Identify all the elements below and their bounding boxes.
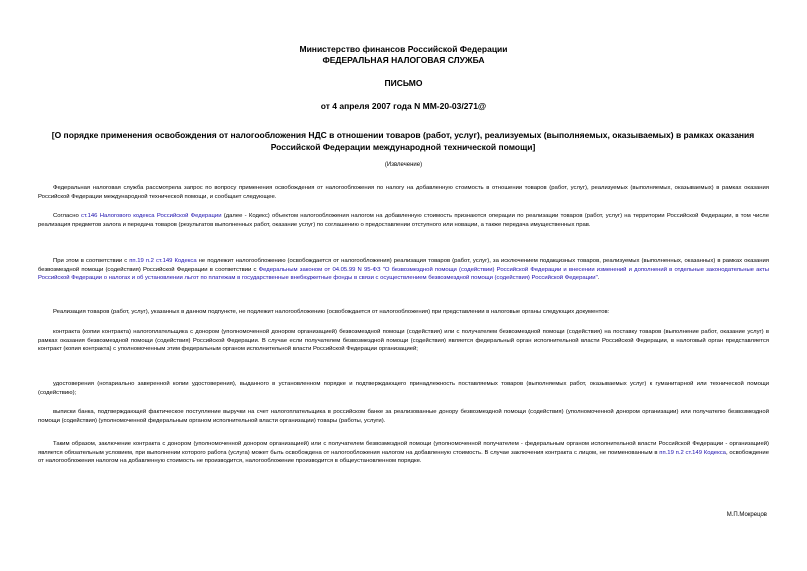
- tax-code-article-149-link-2[interactable]: пп.19 п.2 ст.149 Кодекса: [659, 449, 726, 456]
- signature: М.П.Мокрецов: [726, 512, 767, 518]
- paragraph-4: Реализация товаров (работ, услуг), указанных в данном подпункте, не подлежит налогообложению (освобождается от налогообложения) при представлении в налоговые органы следующих документов:: [53, 309, 610, 315]
- service-name: ФЕДЕРАЛЬНАЯ НАЛОГОВАЯ СЛУЖБА: [322, 55, 485, 65]
- paragraph-3: [38, 257, 769, 283]
- paragraph-5: контракта (копии контракта) налогоплательщика с донором (уполномоченной донором организацией) безвозмездной помощи (содействия) или с получателем безвозмездной помощи (содействия) на поставку товаров (выполнение работ, оказание услуг) в рамках оказания безвозмездной помощи (содействия) Российской Федерации. В случае если получателем безвозмездной помощи (содействия) является федеральный орган исполнительной власти Российской Федерации, в налоговый орган представляется контракт (копия контракта) с уполномоченным этим федеральным органом исполнительной власти Российской Федерации организацией;: [38, 329, 769, 352]
- paragraph-6: удостоверения (нотариально заверенной копии удостоверения), выданного в установленном порядке и подтверждающего принадлежность поставляемых товаров (выполняемых работ, оказываемых услуг) к гуманитарной или технической помощи (содействию);: [38, 381, 769, 396]
- document-type: ПИСЬМО: [384, 78, 423, 88]
- paragraph-2-text-a: Согласно: [53, 213, 81, 219]
- paragraph-8-text-a: Таким образом, заключение контракта с донором (уполномоченной донором организацией) или с получателем безвозмездной помощи (уполномоченной получателем - федеральным органом исполнительной власти Российской Федерации - организацией) является обязательным условием, при выполнении которого работа (услуга) может быть освобождена от налогообложения налогом на добавленную стоимость. В случае заключения контракта с лицом, не поименованным в: [38, 441, 769, 456]
- paragraph-3-text-c: .: [597, 275, 600, 281]
- tax-code-article-146-link[interactable]: ст.146 Налогового кодекса Российской Федерации: [81, 213, 222, 219]
- paragraph-2: [38, 212, 769, 229]
- paragraph-2-text-b: (далее - Кодекс) объектом налогообложения налогом на добавленную стоимость признаются операции по реализации товаров (работ, услуг) на территории Российской Федерации, в том числе реализация предметов залога и передача товаров (результатов выполненных работ, оказание услуг) по соглашению о предоставлении отступного или новации, а также передача имущественных прав.: [38, 213, 770, 228]
- extract-note: (Извлечение): [384, 162, 423, 168]
- paragraph-3-text-a: При этом в соответствии с: [53, 258, 130, 264]
- document-subject: [О порядке применения освобождения от налогообложения НДС в отношении товаров (работ, услуг), реализуемых (выполняемых, оказываемых) в рамках оказания Российской Федерации международной технической помощи]: [51, 130, 755, 152]
- paragraph-3-text-b: не подлежит налогообложению (освобождается от налогообложения) реализация товаров (работ, услуг), за исключением подакцизных товаров, реализуемых (выполненных, оказанных) в рамках оказания безвозмездной помощи (содействия) Российской Федерации в соответствии с: [38, 258, 770, 273]
- paragraph-7: выписки банка, подтверждающей фактическое поступление выручки на счет налогоплательщика в российском банке за реализованные донору безвозмездной помощи (содействия) (уполномоченной донором организации) или получателю безвозмездной помощи (содействия) (уполномоченной федеральным органом исполнительной власти организации) товары (работы, услуги).: [38, 409, 769, 424]
- tax-code-article-149-link[interactable]: пп.19 п.2 ст.149 Кодекса: [129, 258, 197, 264]
- paragraph-1: Федеральная налоговая служба рассмотрела запрос по вопросу применения освобождения от налогообложения по налогу на добавленную стоимость в отношении товаров (работ, услуг), реализуемых (выполняемых, оказываемых) в рамках оказания Российской Федерации международной технической помощи, и сообщает следующее.: [38, 185, 769, 200]
- ministry-name: Министерство финансов Российской Федерации: [299, 44, 508, 54]
- paragraph-8-text-b: , освобождение от налогообложения налогом на добавленную стоимость не производится, налогообложение производится в общеустановленном порядке.: [38, 449, 769, 464]
- federal-law-95-fz-link[interactable]: Федеральным законом от 04.05.99 N 95-ФЗ "О безвозмездной помощи (содействии) Российской Федерации и внесении изменений и дополнений в отдельные законодательные акты Российской Федерации о налогах и об установлении льгот по платежам в государственные внебюджетные фонды в связи с осуществлением безвозмездной помощи (содействия) Российской Федерации": [38, 266, 769, 281]
- paragraph-8: [38, 440, 769, 466]
- document-date-number: от 4 апреля 2007 года N ММ-20-03/271@: [320, 101, 487, 111]
